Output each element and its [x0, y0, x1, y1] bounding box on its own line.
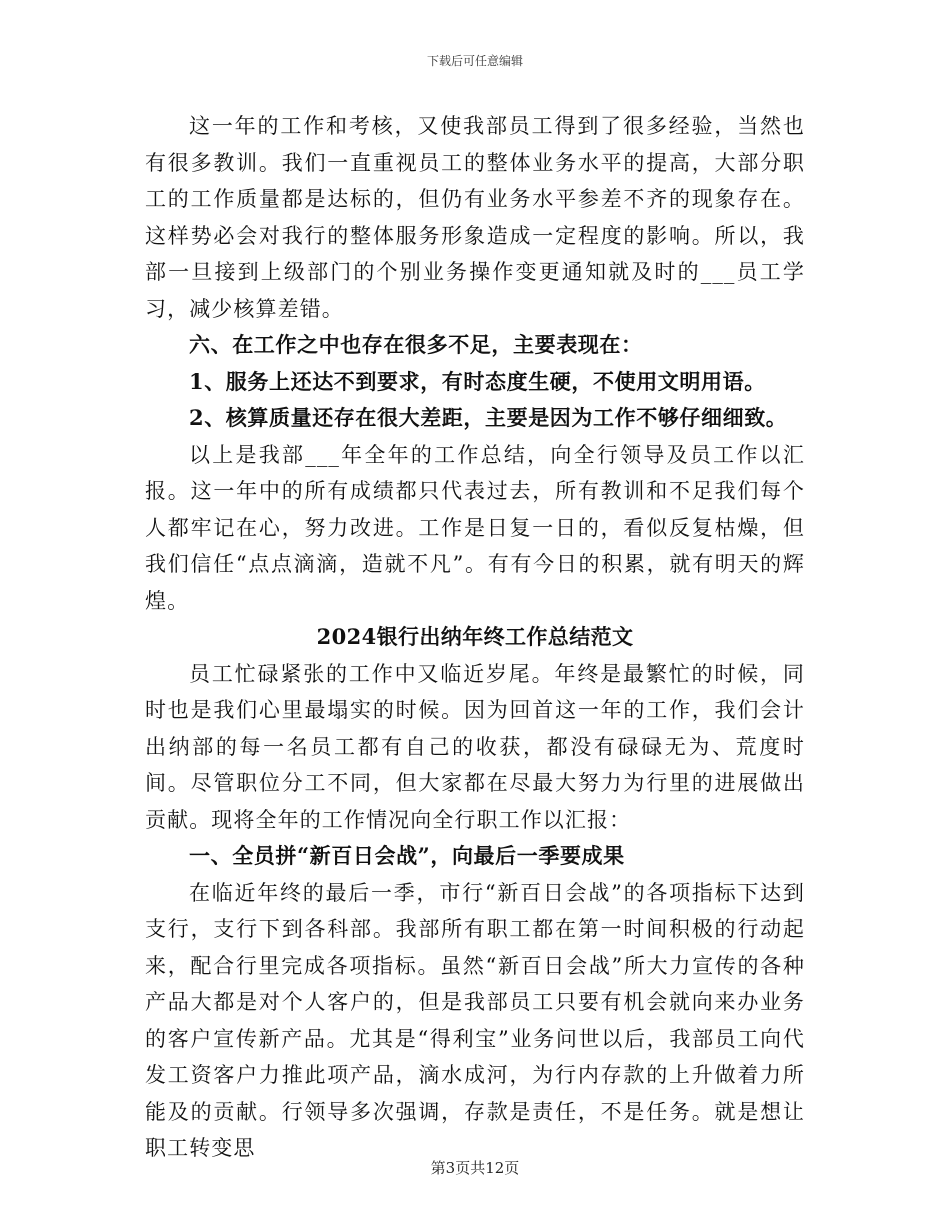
list-item-accounting: 2、核算质量还存在很大差距，主要是因为工作不够仔细细致。: [189, 405, 788, 430]
paragraph-conclusion: 以上是我部___年全年的工作总结，向全行领导及员工作以汇报。这一年中的所有成绩都只代表过去，所有教训和不足我们每个人都牢记在心，努力改进。工作是日复一日的，看似反复枯燥，但我们信任“点点滴滴，造就不凡”。有有今日的积累，就有明天的辉煌。: [145, 442, 805, 613]
paragraph-intro: 员工忙碌紧张的工作中又临近岁尾。年终是最繁忙的时候，同时也是我们心里最塌实的时候。因为回首这一年的工作，我们会计出纳部的每一名员工都有自己的收获，都没有碌碌无为、荒度时间。尽管职位分工不同，但大家都在尽最大努力为行里的进展做出贡献。现将全年的工作情况向全行职工作以汇报：: [145, 661, 805, 832]
document-body: [145, 108, 805, 1167]
document-title: 2024银行出纳年终工作总结范文: [316, 624, 634, 649]
paragraph-experience: 这一年的工作和考核，又使我部员工得到了很多经验，当然也有很多教训。我们一直重视员工的整体业务水平的提高，大部分职工的工作质量都是达标的，但仍有业务水平参差不齐的现象存在。这样势必会对我行的整体服务形象造成一定程度的影响。所以，我部一旦接到上级部门的个别业务操作变更通知就及时的___员工学习，减少核算差错。: [145, 114, 805, 321]
page-footer: 第3页共12页: [430, 1159, 520, 1177]
section-heading-campaign: 一、全员拼“新百日会战”，向最后一季要成果: [189, 843, 625, 868]
paragraph-campaign: 在临近年终的最后一季，市行“新百日会战”的各项指标下达到支行，支行下到各科部。我部所有职工都在第一时间积极的行动起来，配合行里完成各项指标。虽然“新百日会战”所大力宣传的各种产品大都是对个人客户的，但是我部员工只要有机会就向来办业务的客户宣传新产品。尤其是“得利宝”业务问世以后，我部员工向代发工资客户力推此项产品，滴水成河，为行内存款的上升做着力所能及的贡献。行领导多次强调，存款是责任，不是任务。就是想让职工转变思: [145, 880, 805, 1160]
section-heading-shortcomings: 六、在工作之中也存在很多不足，主要表现在：: [189, 332, 643, 357]
list-item-service: 1、服务上还达不到要求，有时态度生硬，不使用文明用语。: [189, 368, 766, 394]
page-header: 下载后可任意编辑: [426, 54, 523, 68]
